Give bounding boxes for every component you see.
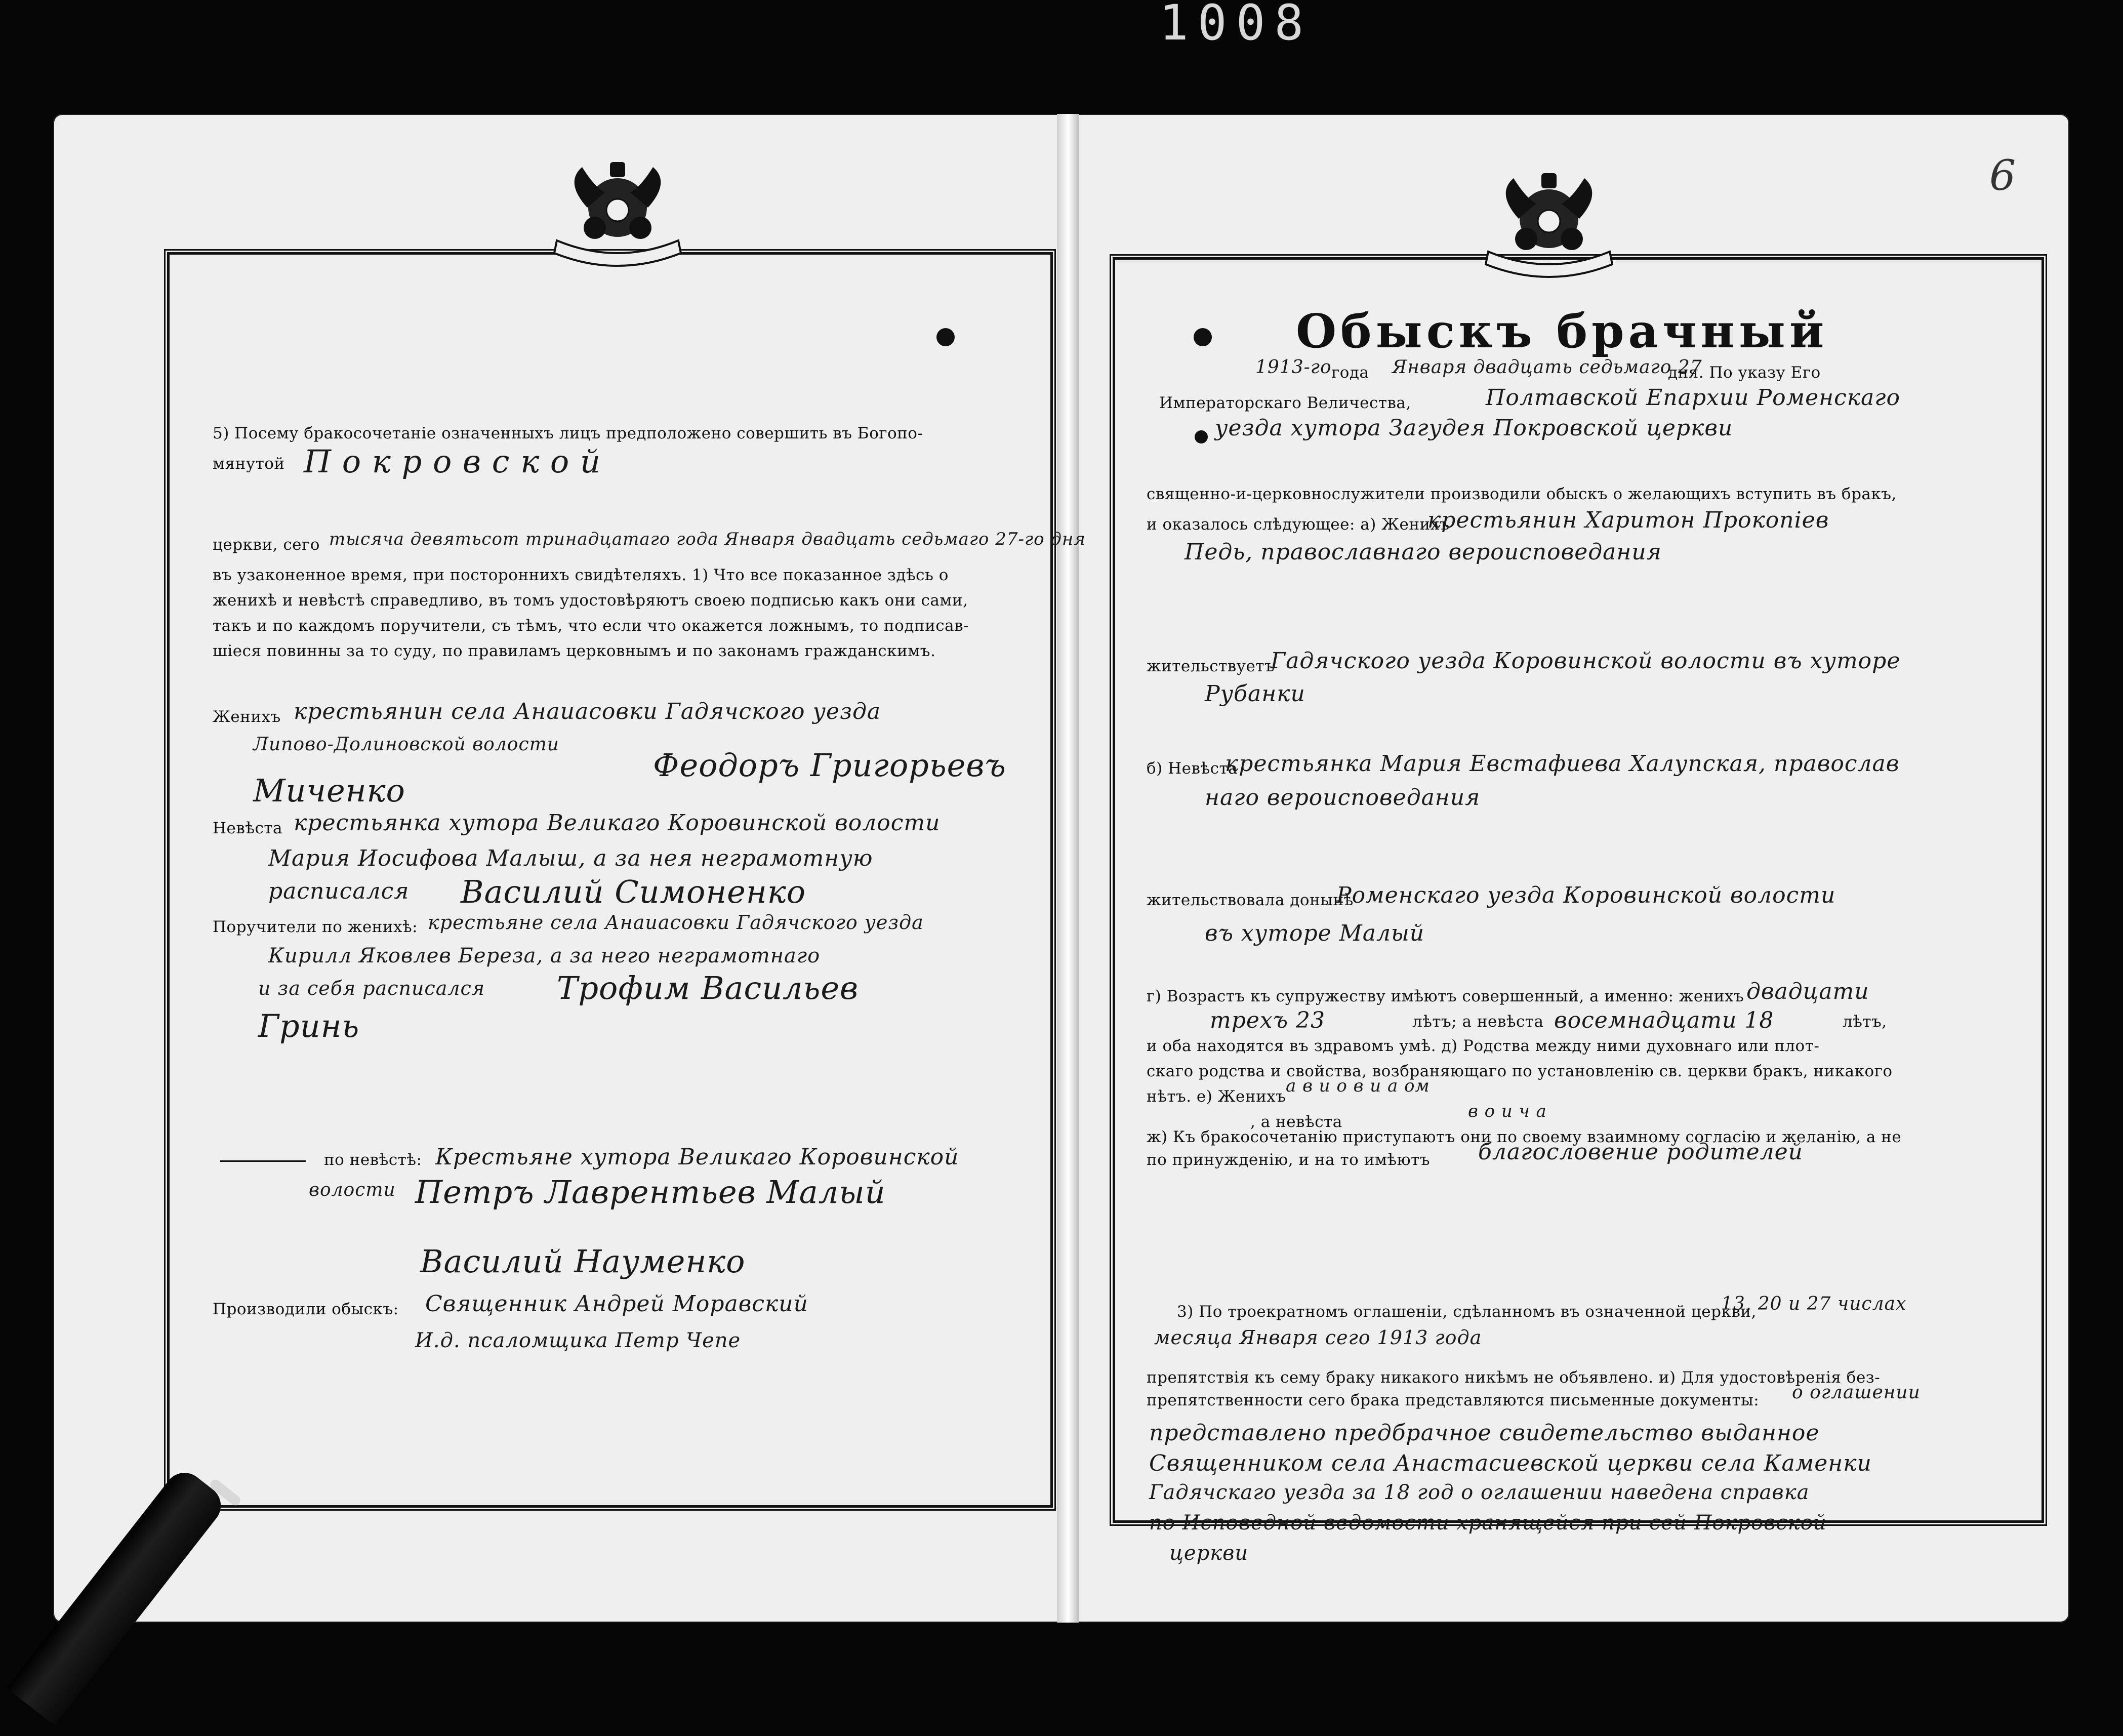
right-residence-label: жительствуетъ xyxy=(1147,657,1275,675)
groom-label: Женихъ xyxy=(213,708,281,726)
right-documents-line-5: церкви xyxy=(1169,1542,1249,1565)
groom-guarantor-signature-1: Трофим Васильев xyxy=(557,970,859,1006)
left-line-church: церкви, сего xyxy=(213,536,320,554)
right-bride-age: восемнадцати 18 xyxy=(1554,1007,1774,1033)
bride-guarantors-label: по невѣстѣ: xyxy=(324,1151,422,1169)
right-year-label: года xyxy=(1331,364,1369,382)
right-line-consent: ж) Къ бракосочетанiю приступаютъ они по своему взаимному согласiю и желанiю, а не xyxy=(1147,1128,1902,1146)
right-date-hand: Января двадцать седьмаго 27 xyxy=(1392,357,1702,378)
bride-guarantors-origin: Крестьяне хутора Великаго Коровинской xyxy=(435,1144,959,1170)
conducted-by-label: Производили обыскъ: xyxy=(213,1300,399,1318)
right-groom-hamlet: Рубанки xyxy=(1205,681,1305,707)
groom-volost: Липово-Долиновской волости xyxy=(253,734,559,755)
left-line-church-label: мянутой xyxy=(213,455,285,473)
right-bride-marital: в о и ч а xyxy=(1468,1101,1547,1121)
bride-signature: Василий Симоненко xyxy=(461,873,806,910)
right-blessing: благословение родителей xyxy=(1478,1139,1804,1165)
right-documents-line-1: представлено предбрачное свидетельство выданное xyxy=(1149,1420,1820,1446)
groom-origin: крестьянин села Анаиасовки Гадячского уезда xyxy=(294,699,881,724)
left-line-4: въ узаконенное время, при постороннихъ свидѣтеляхъ. 1) Что все показанное здѣсь о xyxy=(213,566,949,584)
right-majesty-label: Императорскаго Величества, xyxy=(1159,394,1411,412)
right-documents-line-2: Священником села Анастасиевской церкви села Каменки xyxy=(1149,1450,1872,1476)
groom-signature-1: Феодоръ Григорьевъ xyxy=(653,747,1006,784)
right-page-title: Обыскъ брачный xyxy=(1296,304,1828,358)
book-gutter xyxy=(1057,114,1079,1623)
right-documents-label: препятственности сего брака представляются письменные документы: xyxy=(1147,1391,1760,1409)
groom-signature-2: Миченко xyxy=(253,772,405,809)
right-eparchy: Полтавской Епархии Роменскаго xyxy=(1486,385,1900,411)
binding-hole xyxy=(1195,430,1208,443)
page-number: 6 xyxy=(1989,152,2016,200)
right-banns-dates: 13, 20 и 27 числах xyxy=(1721,1294,1907,1314)
frame-number: 1008 xyxy=(1159,0,1313,51)
right-year: 1913-го xyxy=(1255,357,1332,378)
right-church: уезда хутора Загудея Покровской церкви xyxy=(1215,415,1733,441)
right-decree-label: дня. По указу Его xyxy=(1668,364,1821,382)
divider-dash xyxy=(220,1160,306,1162)
right-bride-age-label: лѣтъ; а невѣста xyxy=(1412,1013,1544,1031)
right-documents-line-3: Гадячскаго уезда за 18 год о оглашении наведена справка xyxy=(1149,1481,1810,1504)
left-line-6: такъ и по каждомъ поручители, съ тѣмъ, что если что окажется ложнымъ, то подписав- xyxy=(213,617,969,635)
bride-guarantors-volost: волости xyxy=(309,1180,396,1200)
right-age-line: г) Возрастъ къ супружеству имѣютъ совершенный, а именно: женихъ xyxy=(1147,987,1744,1005)
right-groom-marital: а в и о в и а ом xyxy=(1286,1076,1430,1096)
left-date-hand: тысяча девятьсот тринадцатаго года Января двадцать седьмаго 27-го дня xyxy=(329,529,1086,549)
left-line-7: шiеся повинны за то суду, по правиламъ церковнымъ и по законамъ гражданскимъ. xyxy=(213,642,936,660)
right-groom-faith: Педь, православнаго вероисповедания xyxy=(1185,539,1662,565)
groom-guarantors-origin: крестьяне села Анаиасовки Гадячского уезда xyxy=(428,911,924,934)
binding-hole xyxy=(936,328,955,346)
bride-label: Невѣста xyxy=(213,819,283,837)
right-banns-month: месяца Января сего 1913 года xyxy=(1154,1326,1482,1349)
left-church-name: П о к р о в с к о й xyxy=(304,443,601,480)
right-documents-hand: о оглашении xyxy=(1792,1382,1921,1403)
bride-name: Мария Иосифова Малыш, а за нея неграмотную xyxy=(268,845,873,871)
right-bride-hamlet: въ хуторе Малый xyxy=(1205,920,1425,946)
psalmist-signature: И.д. псаломщика Петр Чепе xyxy=(415,1329,741,1352)
bride-guarantor-signature-2: Василий Науменко xyxy=(420,1243,746,1280)
left-emblem-icon xyxy=(534,152,701,278)
right-years-label: лѣтъ, xyxy=(1843,1013,1887,1031)
right-groom-label: и оказалось слѣдующее: а) Женихъ xyxy=(1147,515,1450,534)
right-banns-line: 3) По троекратномъ оглашенiи, сдѣланномъ въ означенной церкви, xyxy=(1177,1303,1757,1321)
right-documents-line-4: по Исповедной ведомости хранящейся при сей Покровской xyxy=(1149,1511,1827,1535)
right-groom-age-a: двадцати xyxy=(1746,979,1869,1004)
priest-signature: Священник Андрей Моравский xyxy=(425,1291,808,1317)
binding-hole xyxy=(1194,328,1212,346)
right-emblem-icon xyxy=(1465,163,1632,290)
right-bride-residence-label: жительствовала донынѣ xyxy=(1147,891,1354,909)
groom-guarantor-name: Кирилл Яковлев Береза, а за него неграмотнаго xyxy=(268,944,821,967)
right-groom-age-b: трехъ 23 xyxy=(1210,1007,1326,1033)
right-line-clergy: священно-и-церковнослужители производили обыскъ о желающихъ вступить въ бракъ, xyxy=(1147,485,1897,503)
right-groom-residence: Гадячского уезда Коровинской волости въ хуторе xyxy=(1271,648,1901,674)
bride-origin: крестьянка хутора Великаго Коровинской волости xyxy=(294,810,941,836)
bride-guarantor-signature-1: Петръ Лаврентьев Малый xyxy=(415,1174,886,1210)
right-groom-marital-label: нѣтъ. е) Женихъ xyxy=(1147,1087,1286,1106)
groom-guarantor-signed: и за себя расписался xyxy=(258,977,485,999)
right-bride-label: б) Невѣста xyxy=(1147,759,1238,778)
left-line-5: 5) Посему бракосочетанiе означенныхъ лицъ предположено совершить въ Богопо- xyxy=(213,424,923,442)
groom-guarantors-label: Поручители по женихѣ: xyxy=(213,918,418,936)
right-bride-name: крестьянка Мария Евстафиева Халупская, православ xyxy=(1225,751,1900,777)
right-line-no-obstacle: препятствiя къ сему браку никакого никѣмъ не объявлено. и) Для удостовѣренiя без- xyxy=(1147,1368,1881,1387)
right-bride-faith: наго вероисповедания xyxy=(1205,785,1481,811)
right-groom-name: крестьянин Харитон Прокопiев xyxy=(1427,507,1829,533)
groom-guarantor-signature-2: Гринь xyxy=(258,1007,360,1044)
bride-signed-label: расписался xyxy=(268,878,410,904)
right-bride-residence: Роменскаго уезда Коровинской волости xyxy=(1336,882,1836,908)
right-line-kinship: скаго родства и свойства, возбраняющаго по установленiю св. церкви бракъ, никакого xyxy=(1147,1062,1893,1080)
right-blessing-label: по принужденiю, и на то имѣютъ xyxy=(1147,1151,1430,1169)
right-line-sanity: и оба находятся въ здравомъ умѣ. д) Родства между ними духовнаго или плот- xyxy=(1147,1037,1820,1055)
right-bride-marital-label: , а невѣста xyxy=(1250,1113,1342,1131)
left-line-5b: женихѣ и невѣстѣ справедливо, въ томъ удостовѣряютъ своею подписью какъ они сами, xyxy=(213,591,968,610)
